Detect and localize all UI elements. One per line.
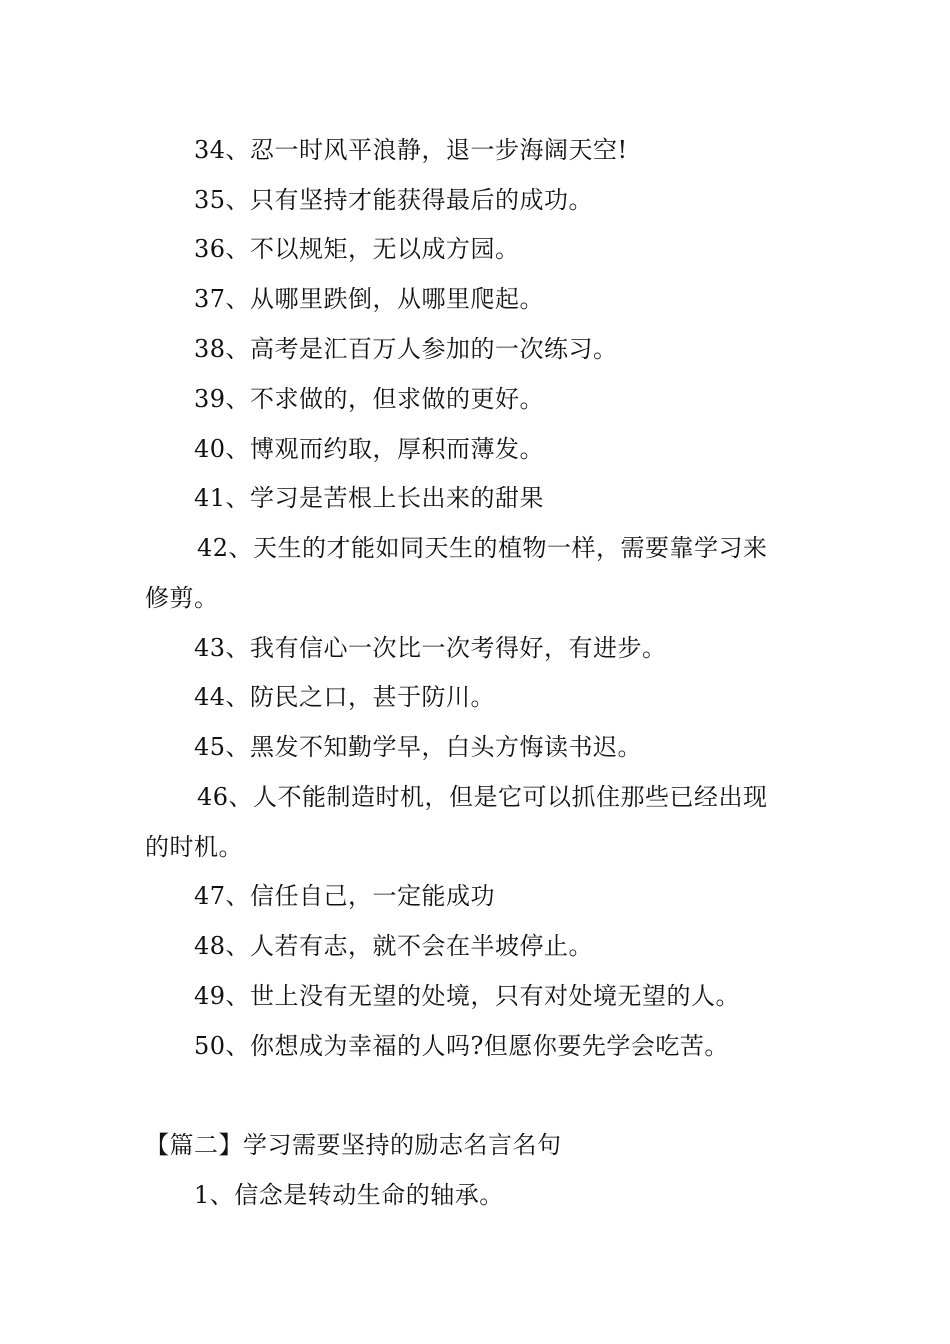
- quote-49: 49、世上没有无望的处境，只有对处境无望的人。: [194, 982, 741, 1010]
- quote-47: 47、信任自己，一定能成功: [194, 882, 496, 910]
- quote-37: 37、从哪里跌倒，从哪里爬起。: [194, 285, 545, 313]
- quote-43: 43、我有信心一次比一次考得好，有进步。: [194, 634, 667, 662]
- quote-42-line-2: 修剪。: [145, 584, 219, 612]
- quote-46-line-1: 46、人不能制造时机，但是它可以抓住那些已经出现: [197, 783, 768, 811]
- quote-35: 35、只有坚持才能获得最后的成功。: [194, 186, 594, 214]
- quote-50: 50、你想成为幸福的人吗?但愿你要先学会吃苦。: [194, 1032, 729, 1060]
- quote-41: 41、学习是苦根上长出来的甜果: [194, 484, 545, 512]
- quote-36: 36、不以规矩，无以成方园。: [194, 235, 520, 263]
- quote-34: 34、忍一时风平浪静，退一步海阔天空!: [194, 136, 628, 164]
- quote-46-line-2: 的时机。: [145, 833, 243, 861]
- quote-42-line-1: 42、天生的才能如同天生的植物一样，需要靠学习来: [197, 534, 768, 562]
- quote-48: 48、人若有志，就不会在半坡停止。: [194, 932, 594, 960]
- quote-44: 44、防民之口，甚于防川。: [194, 683, 496, 711]
- quote-38: 38、高考是汇百万人参加的一次练习。: [194, 335, 618, 363]
- quote-40: 40、博观而约取，厚积而薄发。: [194, 435, 545, 463]
- section-heading: 【篇二】学习需要坚持的励志名言名句: [145, 1131, 562, 1159]
- section-first-item: 1、信念是转动生命的轴承。: [194, 1181, 504, 1209]
- quote-45: 45、黑发不知勤学早，白头方悔读书迟。: [194, 733, 643, 761]
- quote-39: 39、不求做的，但求做的更好。: [194, 385, 545, 413]
